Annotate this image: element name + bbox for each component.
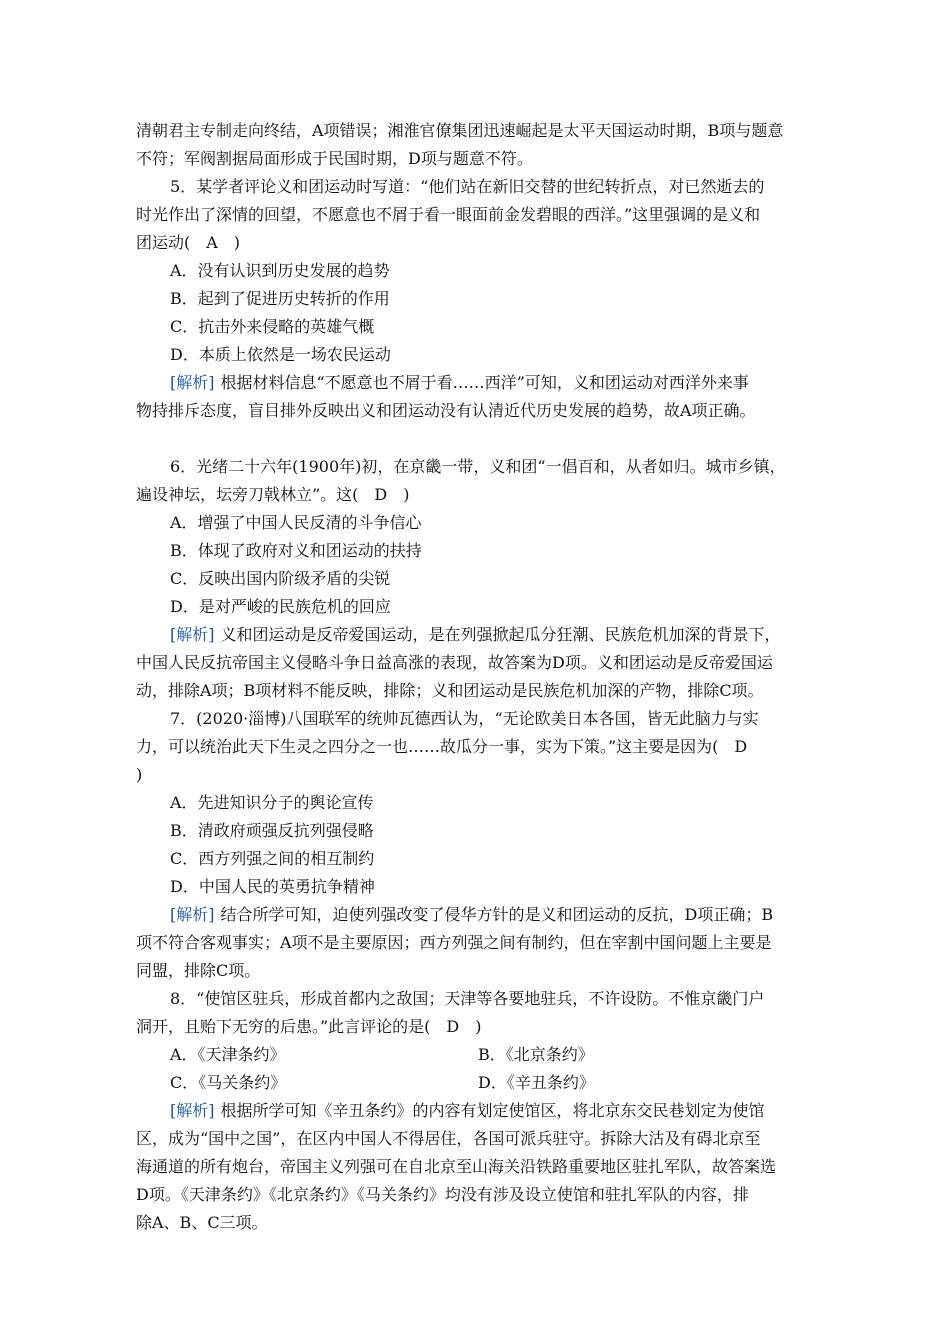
option-c: C．反映出国内阶级矛盾的尖锐	[170, 569, 391, 588]
option-a: A．《天津条约》	[170, 1045, 286, 1064]
text-line: 清朝君主专制走向终结，A项错误；湘淮官僚集团迅速崛起是太平天国运动时期，B项与题意	[136, 121, 784, 140]
option-c: C．抗击外来侵略的英雄气概	[170, 317, 375, 336]
analysis-7: 同盟，排除C项。	[136, 961, 261, 980]
question-7-stem: 力，可以统治此天下生灵之四分之一也……故瓜分一事，实为下策。”这主要是因为( D	[136, 737, 748, 756]
analysis-tag: [解析]	[170, 1101, 215, 1120]
option-a: A．没有认识到历史发展的趋势	[170, 261, 390, 280]
option-b: B．体现了政府对义和团运动的扶持	[170, 541, 422, 560]
question-6-stem: 6．光绪二十六年(1900年)初，在京畿一带，义和团“一倡百和，从者如归。城市乡镇，	[170, 457, 786, 476]
analysis-tag: [解析]	[170, 625, 215, 644]
analysis-8: 区，成为“国中之国”，在区内中国人不得居住，各国可派兵驻守。拆除大沽及有碍北京至	[136, 1129, 761, 1148]
analysis-tag: [解析]	[170, 905, 215, 924]
option-d: D．本质上依然是一场农民运动	[170, 345, 391, 364]
option-c: C．《马关条约》	[170, 1073, 287, 1092]
question-5-stem: 5．某学者评论义和团运动时写道：“他们站在新旧交替的世纪转折点，对已然逝去的	[170, 177, 765, 196]
analysis-text: 结合所学可知，迫使列强改变了侵华方针的是义和团运动的反抗，D项正确；B	[220, 905, 774, 924]
question-8-stem: 8．“使馆区驻兵，形成首都内之敌国；天津等各要地驻兵，不许设防。不惟京畿门户	[170, 989, 765, 1008]
question-7-stem: 7．(2020·淄博)八国联军的统帅瓦德西认为，“无论欧美日本各国，皆无此脑力与实	[170, 709, 759, 728]
option-a: A．增强了中国人民反清的斗争信心	[170, 513, 422, 532]
analysis-6: 动，排除A项；B项材料不能反映，排除；义和团运动是民族危机加深的产物，排除C项。	[136, 681, 764, 700]
question-6-stem: 遍设神坛，坛旁刀戟林立”。这( D )	[136, 485, 410, 504]
analysis-8: 除A、B、C三项。	[136, 1213, 268, 1232]
question-8-stem: 洞开，且贻下无穷的后患。”此言评论的是( D )	[136, 1017, 482, 1036]
question-5-stem: 时光作出了深情的回望，不愿意也不屑于看一眼面前金发碧眼的西洋。”这里强调的是义和	[136, 205, 761, 224]
analysis-6	[170, 621, 781, 649]
option-d: D．中国人民的英勇抗争精神	[170, 877, 375, 896]
text-line: 不符；军阀割据局面形成于民国时期，D项与题意不符。	[136, 149, 533, 168]
analysis-text: 根据所学可知《辛丑条约》的内容有划定使馆区，将北京东交民巷划定为使馆	[220, 1101, 765, 1120]
analysis-text: 义和团运动是反帝爱国运动，是在列强掀起瓜分狂潮、民族危机加深的背景下，	[220, 625, 781, 644]
question-7-stem: )	[136, 765, 143, 784]
option-a: A．先进知识分子的舆论宣传	[170, 793, 374, 812]
analysis-6: 中国人民反抗帝国主义侵略斗争日益高涨的表现，故答案为D项。义和团运动是反帝爱国运	[136, 653, 773, 672]
analysis-5	[170, 369, 749, 397]
option-b: B．清政府顽强反抗列强侵略	[170, 821, 374, 840]
analysis-5: 物持排斥态度，盲目排外反映出义和团运动没有认清近代历史发展的趋势，故A项正确。	[136, 401, 756, 420]
analysis-8: 海通道的所有炮台，帝国主义列强可在自北京至山海关沿铁路重要地区驻扎军队，故答案选	[136, 1157, 777, 1176]
analysis-7: 项不符合客观事实；A项不是主要原因；西方列强之间有制约，但在宰割中国问题上主要是	[136, 933, 772, 952]
analysis-7	[170, 901, 773, 929]
analysis-8	[170, 1097, 765, 1125]
analysis-tag: [解析]	[170, 373, 215, 392]
option-d: D．《辛丑条约》	[478, 1073, 595, 1092]
analysis-text: 根据材料信息“不愿意也不屑于看……西洋”可知，义和团运动对西洋外来事	[220, 373, 749, 392]
option-c: C．西方列强之间的相互制约	[170, 849, 375, 868]
option-b: B．起到了促进历史转折的作用	[170, 289, 390, 308]
option-d: D．是对严峻的民族危机的回应	[170, 597, 391, 616]
option-b: B．《北京条约》	[478, 1045, 594, 1064]
question-5-stem: 团运动( A )	[136, 233, 241, 252]
analysis-8: D项。《天津条约》《北京条约》《马关条约》均没有涉及设立使馆和驻扎军队的内容，排	[136, 1185, 749, 1204]
